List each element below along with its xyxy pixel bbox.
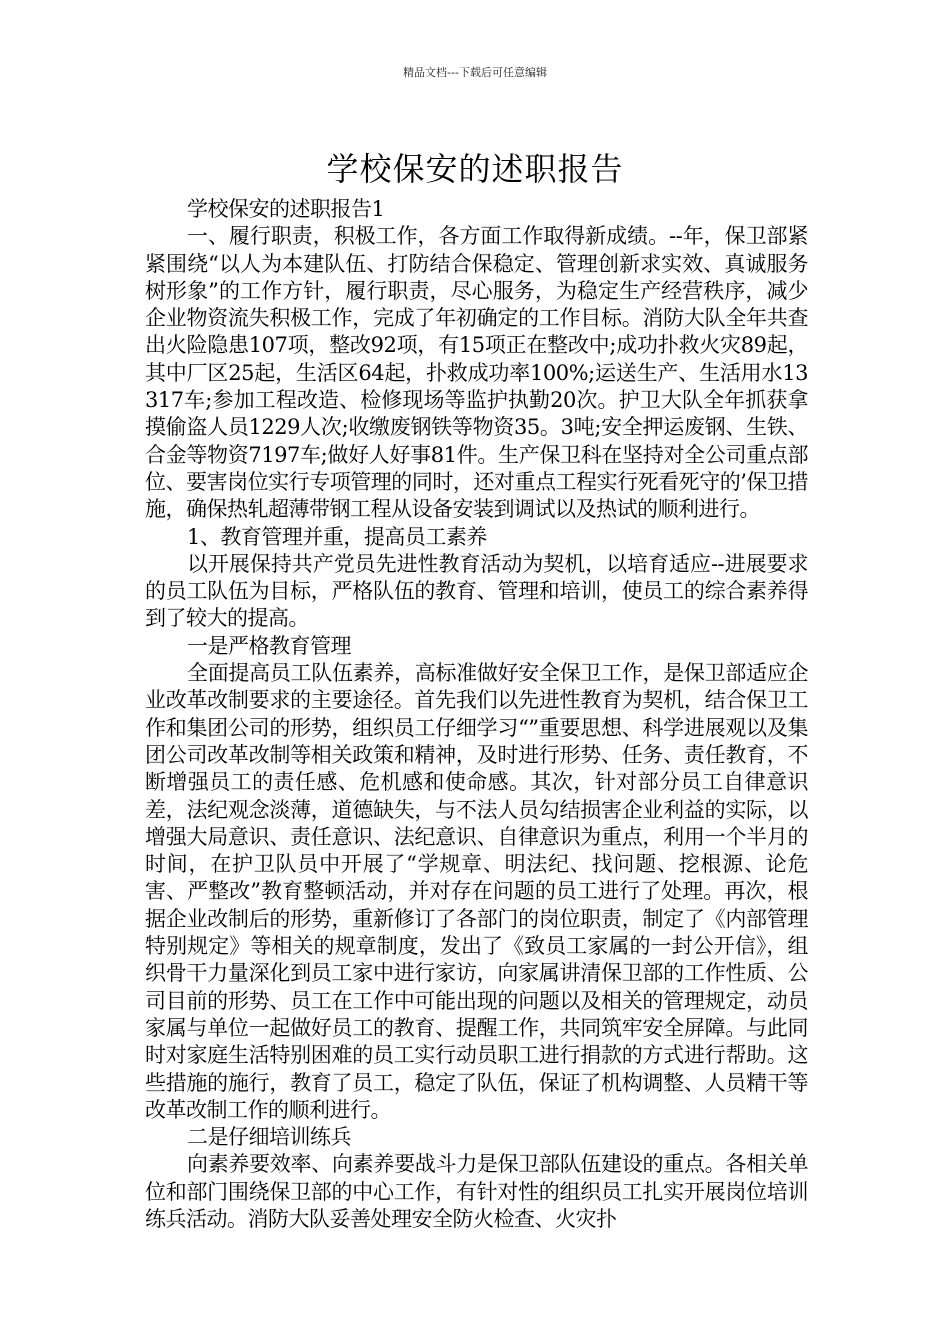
paragraph: 一、履行职责，积极工作，各方面工作取得新成绩。--年，保卫部紧紧围绕“以人为本建队伍、打防结合保稳定、管理创新求实效、真诚服务树形象”的工作方针，履行职责，尽心服务，为稳定生产经营秩序，减少企业物资流失积极工作，完成了年初确定的工作目标。消防大队全年共查出火险隐患107项，整改92项，有15项正在整改中;成功扑救火灾89起，其中厂区25起，生活区64起，扑救成功率100%;运送生产、生活用水13317车;参加工程改造、检修现场等监护执勤20次。护卫大队全年抓获拿摸偷盗人员1229人次;收缴废钢铁等物资35。3吨;安全押运废钢、生铁、合金等物资7197车;做好人好事81件。生产保卫科在坚持对全公司重点部位、要害岗位实行专项管理的同时，还对重点工程实行死看死守的’保卫措施，确保热轧超薄带钢工程从设备安装到调试以及热试的顺利进行。 bbox=[145, 224, 808, 522]
paragraph: 向素养要效率、向素养要战斗力是保卫部队伍建设的重点。各相关单位和部门围绕保卫部的中心工作，有针对性的组织员工扎实开展岗位培训练兵活动。消防大队妥善处理安全防火检查、火灾扑 bbox=[145, 1152, 808, 1231]
header-note: 精品文档---下载后可任意编辑 bbox=[403, 66, 547, 79]
paragraph: 以开展保持共产党员先进性教育活动为契机，以培育适应--进展要求的员工队伍为目标，严格队伍的教育、管理和培训，使员工的综合素养得到了较大的提高。 bbox=[145, 551, 808, 631]
document-body bbox=[145, 196, 808, 1233]
subsection-heading: 二是仔细培训练兵 bbox=[187, 1125, 351, 1150]
section-heading: 1、教育管理并重，提高员工素养 bbox=[187, 524, 487, 549]
document-title: 学校保安的述职报告 bbox=[326, 150, 624, 189]
paragraph-subtitle: 学校保安的述职报告1 bbox=[187, 197, 385, 221]
paragraph: 全面提高员工队伍素养，高标准做好安全保卫工作，是保卫部适应企业改革改制要求的主要途径。首先我们以先进性教育为契机，结合保卫工作和集团公司的形势，组织员工仔细学习“”重要思想、科学进展观以及集团公司改革改制等相关政策和精神，及时进行形势、任务、责任教育，不断增强员工的责任感、危机感和使命感。其次，针对部分员工自律意识差，法纪观念淡薄，道德缺失，与不法人员勾结损害企业利益的实际，以增强大局意识、责任意识、法纪意识、自律意识为重点，利用一个半月的时间，在护卫队员中开展了“学规章、明法纪、找问题、挖根源、论危害、严整改”教育整顿活动，并对存在问题的员工进行了处理。再次，根据企业改制后的形势，重新修订了各部门的岗位职责，制定了《内部管理特别规定》等相关的规章制度，发出了《致员工家属的一封公开信》，组织骨干力量深化到员工家中进行家访，向家属讲清保卫部的工作性质、公司目前的形势、员工在工作中可能出现的问题以及相关的管理规定，动员家属与单位一起做好员工的教育、提醒工作，共同筑牢安全屏障。与此同时对家庭生活特别困难的员工实行动员职工进行捐款的方式进行帮助。这些措施的施行，教育了员工，稳定了队伍，保证了机构调整、人员精干等改革改制工作的顺利进行。 bbox=[145, 661, 808, 1122]
subsection-heading: 一是严格教育管理 bbox=[187, 633, 351, 658]
